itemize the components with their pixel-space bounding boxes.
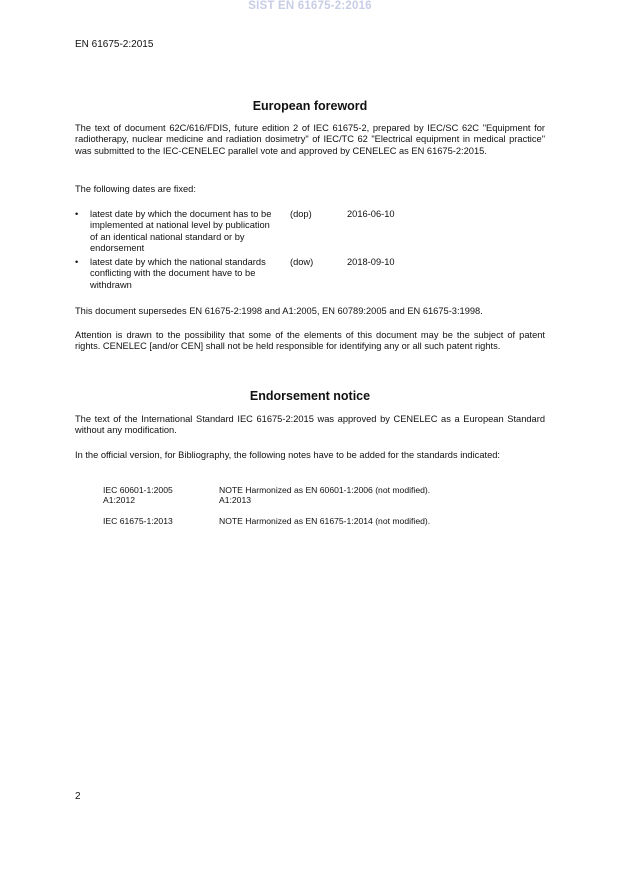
standard-ref: IEC 61675-1:2013 — [103, 516, 173, 526]
bullet-abbreviation: (dow) — [290, 257, 314, 267]
standard-amendment: A1:2012 — [103, 495, 136, 506]
bullet-symbol: • — [75, 257, 79, 267]
harmonization-amendment: A1:2013 — [219, 495, 252, 506]
bullet-date: 2016-06-10 — [347, 209, 395, 219]
foreword-paragraph-2: The following dates are fixed: — [75, 184, 196, 194]
foreword-paragraph-4: Attention is drawn to the possibility that some of the elements of this document may be the subject of patent rights. CENELEC [and/or CEN] shall not be held responsible for identifying any or all such patent rights. — [75, 330, 545, 352]
standard-ref: IEC 60601-1:2005 — [103, 485, 173, 495]
document-id: EN 61675-2:2015 — [75, 39, 154, 50]
foreword-paragraph-1: The text of document 62C/616/FDIS, future edition 2 of IEC 61675-2, prepared by IEC/SC 62C "Equipment for radiotherapy, nuclear medicine and radiation dosimetry" of IEC/TC 62 "Electrical equipment in medical practice" was submitted to the IEC-CENELEC parallel vote and approved by CENELEC as EN 61675-2:2015. — [75, 123, 545, 156]
bullet-date: 2018-09-10 — [347, 257, 395, 267]
bullet-symbol: • — [75, 209, 79, 219]
watermark: SIST EN 61675-2:2016 — [248, 0, 372, 12]
foreword-paragraph-3: This document supersedes EN 61675-2:1998 and A1:2005, EN 60789:2005 and EN 61675-3:1998. — [75, 306, 483, 316]
bullet-abbreviation: (dop) — [290, 209, 312, 219]
harmonization-note: NOTE Harmonized as EN 61675-1:2014 (not modified). — [219, 516, 431, 526]
endorsement-paragraph-2: In the official version, for Bibliography, the following notes have to be added for the standards indicated: — [75, 450, 500, 460]
endorsement-heading: Endorsement notice — [249, 389, 371, 403]
endorsement-paragraph-1: The text of the International Standard IEC 61675-2:2015 was approved by CENELEC as a European Standard without any modification. — [75, 414, 545, 436]
bullet-text: latest date by which the national standards conflicting with the document have to be withdrawn — [90, 257, 266, 290]
page-number: 2 — [75, 791, 81, 802]
harmonization-note: NOTE Harmonized as EN 60601-1:2006 (not modified). — [219, 485, 431, 495]
bullet-text: latest date by which the document has to be implemented at national level by publication of an identical national standard or by endorsement — [90, 209, 272, 254]
foreword-heading: European foreword — [252, 99, 368, 113]
